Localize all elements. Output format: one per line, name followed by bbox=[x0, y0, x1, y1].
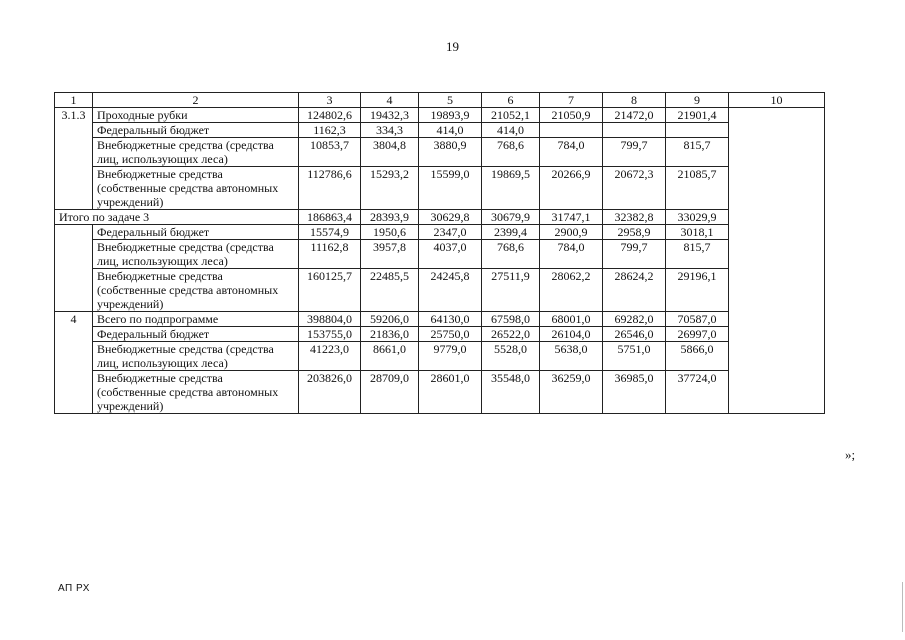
table-row bbox=[55, 225, 825, 240]
page-number: 19 bbox=[446, 39, 459, 54]
cell-value: 203826,0 bbox=[299, 371, 361, 414]
cell-value: 768,6 bbox=[482, 240, 540, 269]
cell-value: 15599,0 bbox=[419, 167, 482, 210]
cell-value bbox=[603, 123, 666, 138]
table-row bbox=[55, 123, 825, 138]
table-row bbox=[55, 342, 825, 371]
column-header: 9 bbox=[666, 93, 729, 108]
cell-value: 15574,9 bbox=[299, 225, 361, 240]
total-label: Итого по задаче 3 bbox=[55, 210, 299, 225]
cell-value: 27511,9 bbox=[482, 269, 540, 312]
cell-value: 414,0 bbox=[419, 123, 482, 138]
cell-value: 41223,0 bbox=[299, 342, 361, 371]
cell-value: 5638,0 bbox=[540, 342, 603, 371]
row-label: Проходные рубки bbox=[93, 108, 299, 123]
cell-value: 19869,5 bbox=[482, 167, 540, 210]
cell-value: 2399,4 bbox=[482, 225, 540, 240]
cell-value: 21836,0 bbox=[361, 327, 419, 342]
cell-value: 15293,2 bbox=[361, 167, 419, 210]
total-value: 30629,8 bbox=[419, 210, 482, 225]
column-header: 8 bbox=[603, 93, 666, 108]
budget-table bbox=[54, 92, 825, 414]
cell-value: 8661,0 bbox=[361, 342, 419, 371]
column-header: 3 bbox=[299, 93, 361, 108]
cell-value: 19893,9 bbox=[419, 108, 482, 123]
row-label: Внебюджетные средства (средства лиц, использующих леса) bbox=[93, 138, 299, 167]
cell-value: 2900,9 bbox=[540, 225, 603, 240]
cell-value bbox=[540, 123, 603, 138]
cell-value: 799,7 bbox=[603, 240, 666, 269]
total-value: 32382,8 bbox=[603, 210, 666, 225]
row-code: 3.1.3 bbox=[55, 108, 93, 210]
table-row bbox=[55, 240, 825, 269]
cell-value: 35548,0 bbox=[482, 371, 540, 414]
cell-value: 28709,0 bbox=[361, 371, 419, 414]
column-header: 5 bbox=[419, 93, 482, 108]
cell-value: 24245,8 bbox=[419, 269, 482, 312]
cell-value: 20672,3 bbox=[603, 167, 666, 210]
cell-value: 5751,0 bbox=[603, 342, 666, 371]
cell-value: 11162,8 bbox=[299, 240, 361, 269]
cell-value: 5528,0 bbox=[482, 342, 540, 371]
cell-value: 815,7 bbox=[666, 138, 729, 167]
cell-value: 21050,9 bbox=[540, 108, 603, 123]
cell-value: 28062,2 bbox=[540, 269, 603, 312]
cell-value: 21085,7 bbox=[666, 167, 729, 210]
cell-value: 9779,0 bbox=[419, 342, 482, 371]
cell-value: 21052,1 bbox=[482, 108, 540, 123]
total-row bbox=[55, 210, 825, 225]
table-row bbox=[55, 269, 825, 312]
cell-value: 26997,0 bbox=[666, 327, 729, 342]
cell-value: 124802,6 bbox=[299, 108, 361, 123]
cell-value: 3018,1 bbox=[666, 225, 729, 240]
cell-value: 70587,0 bbox=[666, 312, 729, 327]
column-header: 10 bbox=[729, 93, 825, 108]
total-value: 33029,9 bbox=[666, 210, 729, 225]
row-code: 4 bbox=[55, 312, 93, 414]
cell-value: 784,0 bbox=[540, 240, 603, 269]
row-label: Внебюджетные средства (собственные средства автономных учреждений) bbox=[93, 167, 299, 210]
header-row bbox=[55, 93, 825, 108]
cell-value: 2347,0 bbox=[419, 225, 482, 240]
table-body bbox=[55, 93, 825, 414]
cell-value: 768,6 bbox=[482, 138, 540, 167]
total-value: 28393,9 bbox=[361, 210, 419, 225]
row-code-empty bbox=[55, 225, 93, 312]
total-value: 31747,1 bbox=[540, 210, 603, 225]
cell-value: 3804,8 bbox=[361, 138, 419, 167]
cell-value: 153755,0 bbox=[299, 327, 361, 342]
cell-value: 26546,0 bbox=[603, 327, 666, 342]
row-label: Федеральный бюджет bbox=[93, 123, 299, 138]
table-row bbox=[55, 138, 825, 167]
scan-edge-line bbox=[902, 582, 903, 632]
cell-value: 5866,0 bbox=[666, 342, 729, 371]
cell-value: 2958,9 bbox=[603, 225, 666, 240]
column-header: 7 bbox=[540, 93, 603, 108]
cell-value: 334,3 bbox=[361, 123, 419, 138]
cell-value bbox=[666, 123, 729, 138]
cell-value: 1162,3 bbox=[299, 123, 361, 138]
cell-value: 10853,7 bbox=[299, 138, 361, 167]
cell-value: 64130,0 bbox=[419, 312, 482, 327]
column-header: 1 bbox=[55, 93, 93, 108]
cell-value: 25750,0 bbox=[419, 327, 482, 342]
cell-value: 21472,0 bbox=[603, 108, 666, 123]
cell-value: 112786,6 bbox=[299, 167, 361, 210]
table-row bbox=[55, 167, 825, 210]
cell-value: 398804,0 bbox=[299, 312, 361, 327]
row-label: Внебюджетные средства (собственные средства автономных учреждений) bbox=[93, 269, 299, 312]
row-label: Внебюджетные средства (средства лиц, использующих леса) bbox=[93, 342, 299, 371]
closing-quote: »; bbox=[845, 447, 856, 462]
column-10-cell bbox=[729, 108, 825, 414]
row-label: Внебюджетные средства (собственные средства автономных учреждений) bbox=[93, 371, 299, 414]
cell-value: 19432,3 bbox=[361, 108, 419, 123]
cell-value: 784,0 bbox=[540, 138, 603, 167]
column-header: 2 bbox=[93, 93, 299, 108]
cell-value: 160125,7 bbox=[299, 269, 361, 312]
cell-value: 414,0 bbox=[482, 123, 540, 138]
cell-value: 59206,0 bbox=[361, 312, 419, 327]
cell-value: 37724,0 bbox=[666, 371, 729, 414]
total-value: 186863,4 bbox=[299, 210, 361, 225]
cell-value: 3957,8 bbox=[361, 240, 419, 269]
cell-value: 799,7 bbox=[603, 138, 666, 167]
column-header: 4 bbox=[361, 93, 419, 108]
cell-value: 36985,0 bbox=[603, 371, 666, 414]
table-row bbox=[55, 371, 825, 414]
cell-value: 28624,2 bbox=[603, 269, 666, 312]
row-label: Федеральный бюджет bbox=[93, 225, 299, 240]
cell-value: 26522,0 bbox=[482, 327, 540, 342]
row-label: Федеральный бюджет bbox=[93, 327, 299, 342]
total-value: 30679,9 bbox=[482, 210, 540, 225]
cell-value: 4037,0 bbox=[419, 240, 482, 269]
table-row bbox=[55, 327, 825, 342]
cell-value: 29196,1 bbox=[666, 269, 729, 312]
column-header: 6 bbox=[482, 93, 540, 108]
table-row bbox=[55, 108, 825, 123]
cell-value: 28601,0 bbox=[419, 371, 482, 414]
cell-value: 67598,0 bbox=[482, 312, 540, 327]
cell-value: 69282,0 bbox=[603, 312, 666, 327]
cell-value: 3880,9 bbox=[419, 138, 482, 167]
cell-value: 1950,6 bbox=[361, 225, 419, 240]
cell-value: 21901,4 bbox=[666, 108, 729, 123]
cell-value: 20266,9 bbox=[540, 167, 603, 210]
row-label: Всего по подпрограмме bbox=[93, 312, 299, 327]
footer-stamp: АП РХ bbox=[58, 583, 90, 594]
cell-value: 815,7 bbox=[666, 240, 729, 269]
cell-value: 26104,0 bbox=[540, 327, 603, 342]
row-label: Внебюджетные средства (средства лиц, использующих леса) bbox=[93, 240, 299, 269]
cell-value: 22485,5 bbox=[361, 269, 419, 312]
cell-value: 68001,0 bbox=[540, 312, 603, 327]
table-row bbox=[55, 312, 825, 327]
cell-value: 36259,0 bbox=[540, 371, 603, 414]
